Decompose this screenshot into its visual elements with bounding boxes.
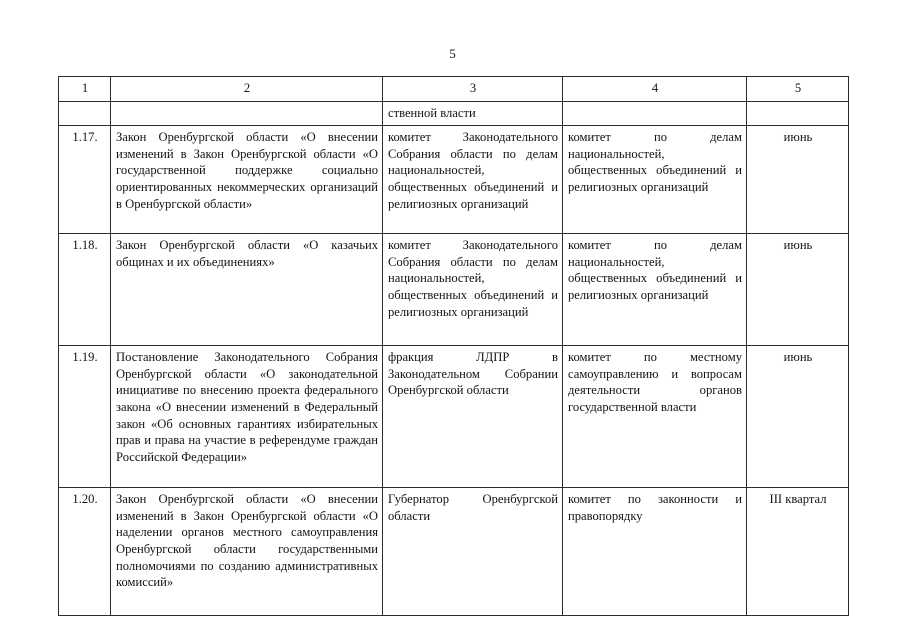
row-number: 1.18. <box>59 234 111 346</box>
row-number: 1.20. <box>59 488 111 616</box>
table-header-row <box>59 77 849 102</box>
row-initiator: комитет Законодательного Собрания области по делам национальностей, общественных объединений и религиозных организаций <box>383 126 563 234</box>
page-number: 5 <box>449 46 456 61</box>
row-responsible: комитет по делам национальностей, общественных объединений и религиозных организаций <box>563 234 747 346</box>
row-subject: Постановление Законодательного Собрания Оренбургской области «О законодательной инициативе по внесению проекта федерального закона «О внесении изменений в Федеральный закон «Об основных гарантиях избирательных прав и права на участие в референдуме граждан Российской Федерации» <box>111 346 383 488</box>
column-header-5: 5 <box>747 77 849 102</box>
row-responsible: комитет по законности и правопорядку <box>563 488 747 616</box>
row-initiator: Губернатор Оренбургской области <box>383 488 563 616</box>
row-term: июнь <box>747 346 849 488</box>
column-header-1: 1 <box>59 77 111 102</box>
row-responsible: комитет по делам национальностей, общественных объединений и религиозных организаций <box>563 126 747 234</box>
row-subject: Закон Оренбургской области «О внесении изменений в Закон Оренбургской области «О наделении органов местного самоуправления Оренбургской области государственными полномочиями по созданию административных комиссий» <box>111 488 383 616</box>
row-term: июнь <box>747 234 849 346</box>
continuation-responsible <box>563 101 747 126</box>
legislation-plan-table-wrapper <box>58 76 848 616</box>
legislation-plan-table <box>58 76 849 616</box>
row-initiator: комитет Законодательного Собрания области по делам национальностей, общественных объединений и религиозных организаций <box>383 234 563 346</box>
row-subject: Закон Оренбургской области «О внесении изменений в Закон Оренбургской области «О государственной поддержке социально ориентированных некоммерческих организаций в Оренбургской области» <box>111 126 383 234</box>
row-initiator: фракция ЛДПР в Законодательном Собрании Оренбургской области <box>383 346 563 488</box>
table-row <box>59 488 849 616</box>
column-header-4: 4 <box>563 77 747 102</box>
column-header-2: 2 <box>111 77 383 102</box>
continuation-subject <box>111 101 383 126</box>
row-term: июнь <box>747 126 849 234</box>
table-row <box>59 126 849 234</box>
continuation-number <box>59 101 111 126</box>
row-number: 1.19. <box>59 346 111 488</box>
continuation-term <box>747 101 849 126</box>
row-subject: Закон Оренбургской области «О казачьих общинах и их объединениях» <box>111 234 383 346</box>
row-term: III квартал <box>747 488 849 616</box>
column-header-3: 3 <box>383 77 563 102</box>
row-number: 1.17. <box>59 126 111 234</box>
row-responsible: комитет по местному самоуправлению и вопросам деятельности органов государственной власти <box>563 346 747 488</box>
table-row <box>59 234 849 346</box>
continuation-row <box>59 101 849 126</box>
continuation-initiator: ственной власти <box>383 101 563 126</box>
table-row <box>59 346 849 488</box>
